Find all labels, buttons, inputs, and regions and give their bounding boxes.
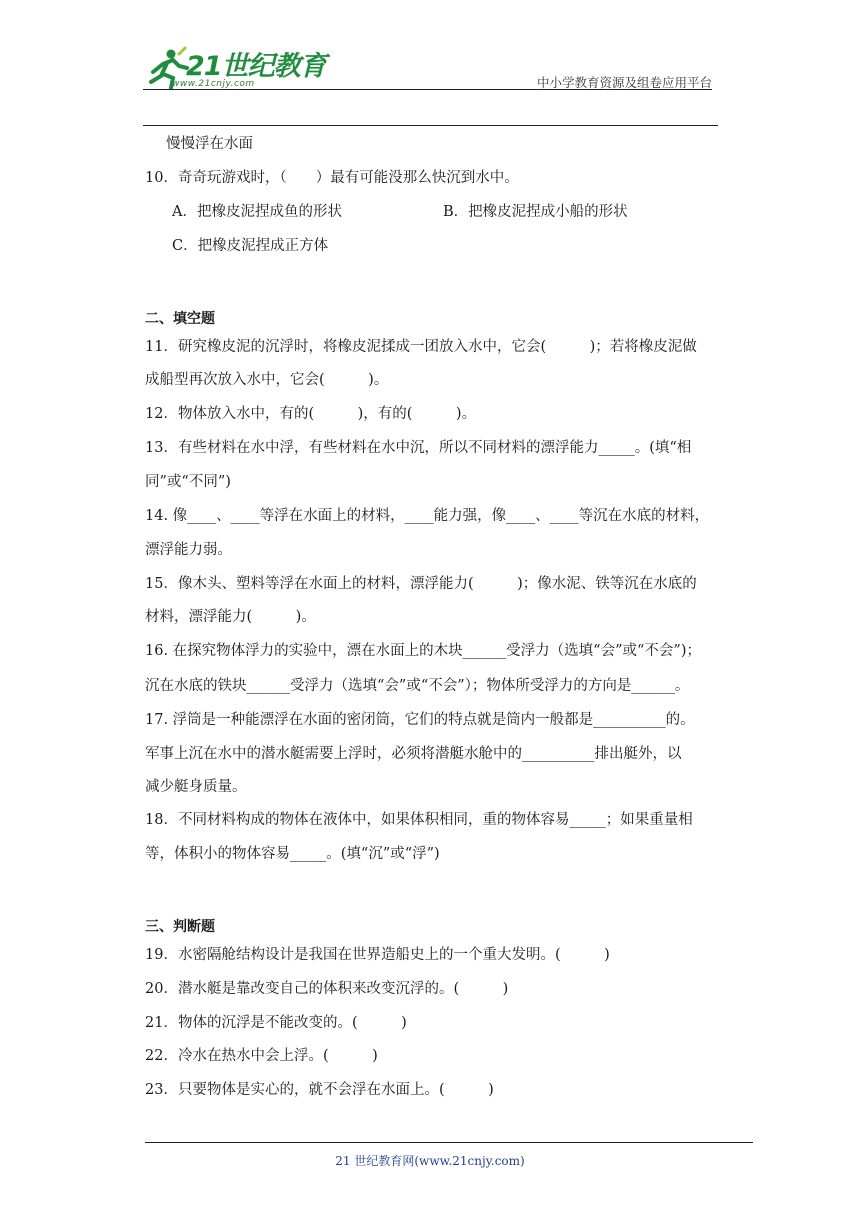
logo-text: 21世纪教育	[186, 51, 326, 82]
question-17-line-2: 军事上沉在水中的潜水艇需要上浮时，必须将潜艇水舱中的__________排出艇外，以	[145, 746, 682, 762]
question-14-line-1: 14. 像____、____等浮在水面上的材料，____能力强，像____、____等沉在水底的材料，	[145, 508, 710, 524]
question-17-line-3: 减少艇身质量。	[145, 779, 247, 795]
header-tagline: 中小学教育资源及组卷应用平台	[536, 75, 712, 90]
question-10-option-b: B．把橡皮泥捏成小船的形状	[443, 204, 628, 220]
content-top-divider	[143, 125, 718, 126]
question-10: 10．奇奇玩游戏时，（ ）最有可能没那么快沉到水中。	[145, 170, 519, 186]
question-14-line-2: 漂浮能力弱。	[145, 542, 232, 558]
question-18-line-1: 18．不同材料构成的物体在液体中，如果体积相同，重的物体容易_____；如果重量相	[145, 812, 693, 828]
logo-url: www.21cnjy.com	[172, 79, 255, 89]
question-12: 12．物体放入水中，有的( )，有的( )。	[145, 406, 477, 422]
question-13-line-1: 13．有些材料在水中浮，有些材料在水中沉，所以不同材料的漂浮能力_____。(填“相	[145, 440, 692, 456]
question-13-line-2: 同”或“不同”)	[145, 474, 231, 490]
question-22: 22．冷水在热水中会上浮。( )	[145, 1048, 378, 1064]
question-21: 21．物体的沉浮是不能改变的。( )	[145, 1015, 407, 1031]
question-19: 19．水密隔舱结构设计是我国在世界造船史上的一个重大发明。( )	[145, 947, 610, 963]
question-15-line-1: 15．像木头、塑料等浮在水面上的材料，漂浮能力( )；像水泥、铁等沉在水底的	[145, 576, 697, 592]
question-17-line-1: 17. 浮筒是一种能漂浮在水面的密闭筒，它们的特点就是筒内一般都是__________的。	[145, 712, 695, 728]
section-title-fill-in: 二、填空题	[145, 311, 215, 327]
question-10-option-a: A．把橡皮泥捏成鱼的形状	[172, 204, 342, 220]
question-10-option-c: C．把橡皮泥捏成正方体	[172, 238, 329, 254]
question-23: 23．只要物体是实心的，就不会浮在水面上。( )	[145, 1082, 494, 1098]
section-title-true-false: 三、判断题	[145, 919, 215, 935]
question-11-line-2: 成船型再次放入水中，它会( )。	[145, 372, 389, 388]
question-9-continuation: 慢慢浮在水面	[166, 136, 253, 152]
header-divider	[143, 89, 712, 90]
question-15-line-2: 材料，漂浮能力( )。	[145, 609, 316, 625]
question-11-line-1: 11．研究橡皮泥的沉浮时，将橡皮泥揉成一团放入水中，它会( )；若将橡皮泥做	[145, 339, 697, 355]
question-18-line-2: 等，体积小的物体容易_____。(填“沉”或“浮”)	[145, 846, 440, 862]
footer-source: 21 世纪教育网(www.21cnjy.com)	[335, 1154, 525, 1168]
question-16-line-1: 16. 在探究物体浮力的实验中，漂在水面上的木块______受浮力（选填“会”或“不会”)；	[145, 643, 701, 659]
footer-divider	[145, 1142, 753, 1143]
question-20: 20．潜水艇是靠改变自己的体积来改变沉浮的。( )	[145, 981, 509, 997]
question-16-line-2: 沉在水底的铁块______受浮力（选填“会”或“不会”）；物体所受浮力的方向是______。	[145, 678, 690, 694]
